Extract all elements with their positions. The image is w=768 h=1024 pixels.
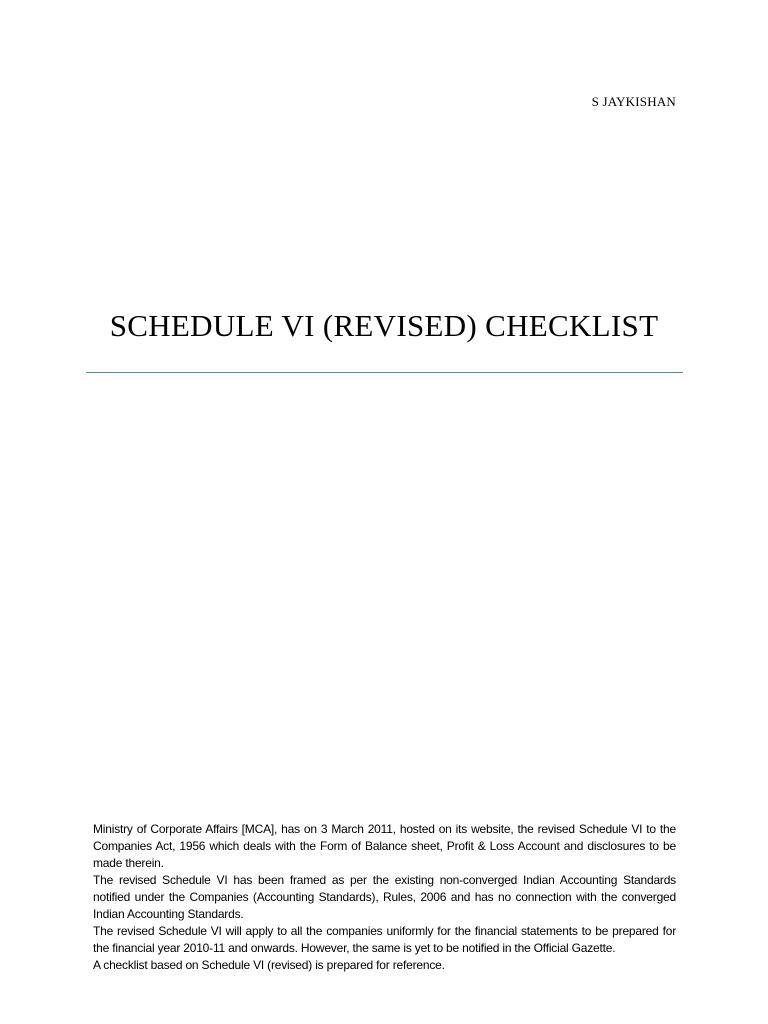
intro-paragraph: A checklist based on Schedule VI (revised) is prepared for reference. bbox=[93, 958, 445, 972]
document-title: SCHEDULE VI (REVISED) CHECKLIST bbox=[109, 308, 659, 343]
title-divider bbox=[86, 372, 683, 373]
intro-paragraph: Ministry of Corporate Affairs [MCA], has on 3 March 2011, hosted on its website, the revised Schedule VI to the Companies Act, 1956 which deals with the Form of Balance sheet, Profit & Loss Account and disclosures to be made therein. bbox=[93, 822, 676, 870]
intro-paragraph: The revised Schedule VI has been framed as per the existing non-converged Indian Accounting Standards notified under the Companies (Accounting Standards), Rules, 2006 and has no connection with the converged Indian Accounting Standards. bbox=[93, 873, 676, 921]
intro-text bbox=[93, 821, 676, 974]
intro-paragraph: The revised Schedule VI will apply to all the companies uniformly for the financial statements to be prepared for the financial year 2010-11 and onwards. However, the same is yet to be notified in the Official Gazette. bbox=[93, 924, 676, 955]
author-name: S JAYKISHAN bbox=[591, 94, 676, 109]
